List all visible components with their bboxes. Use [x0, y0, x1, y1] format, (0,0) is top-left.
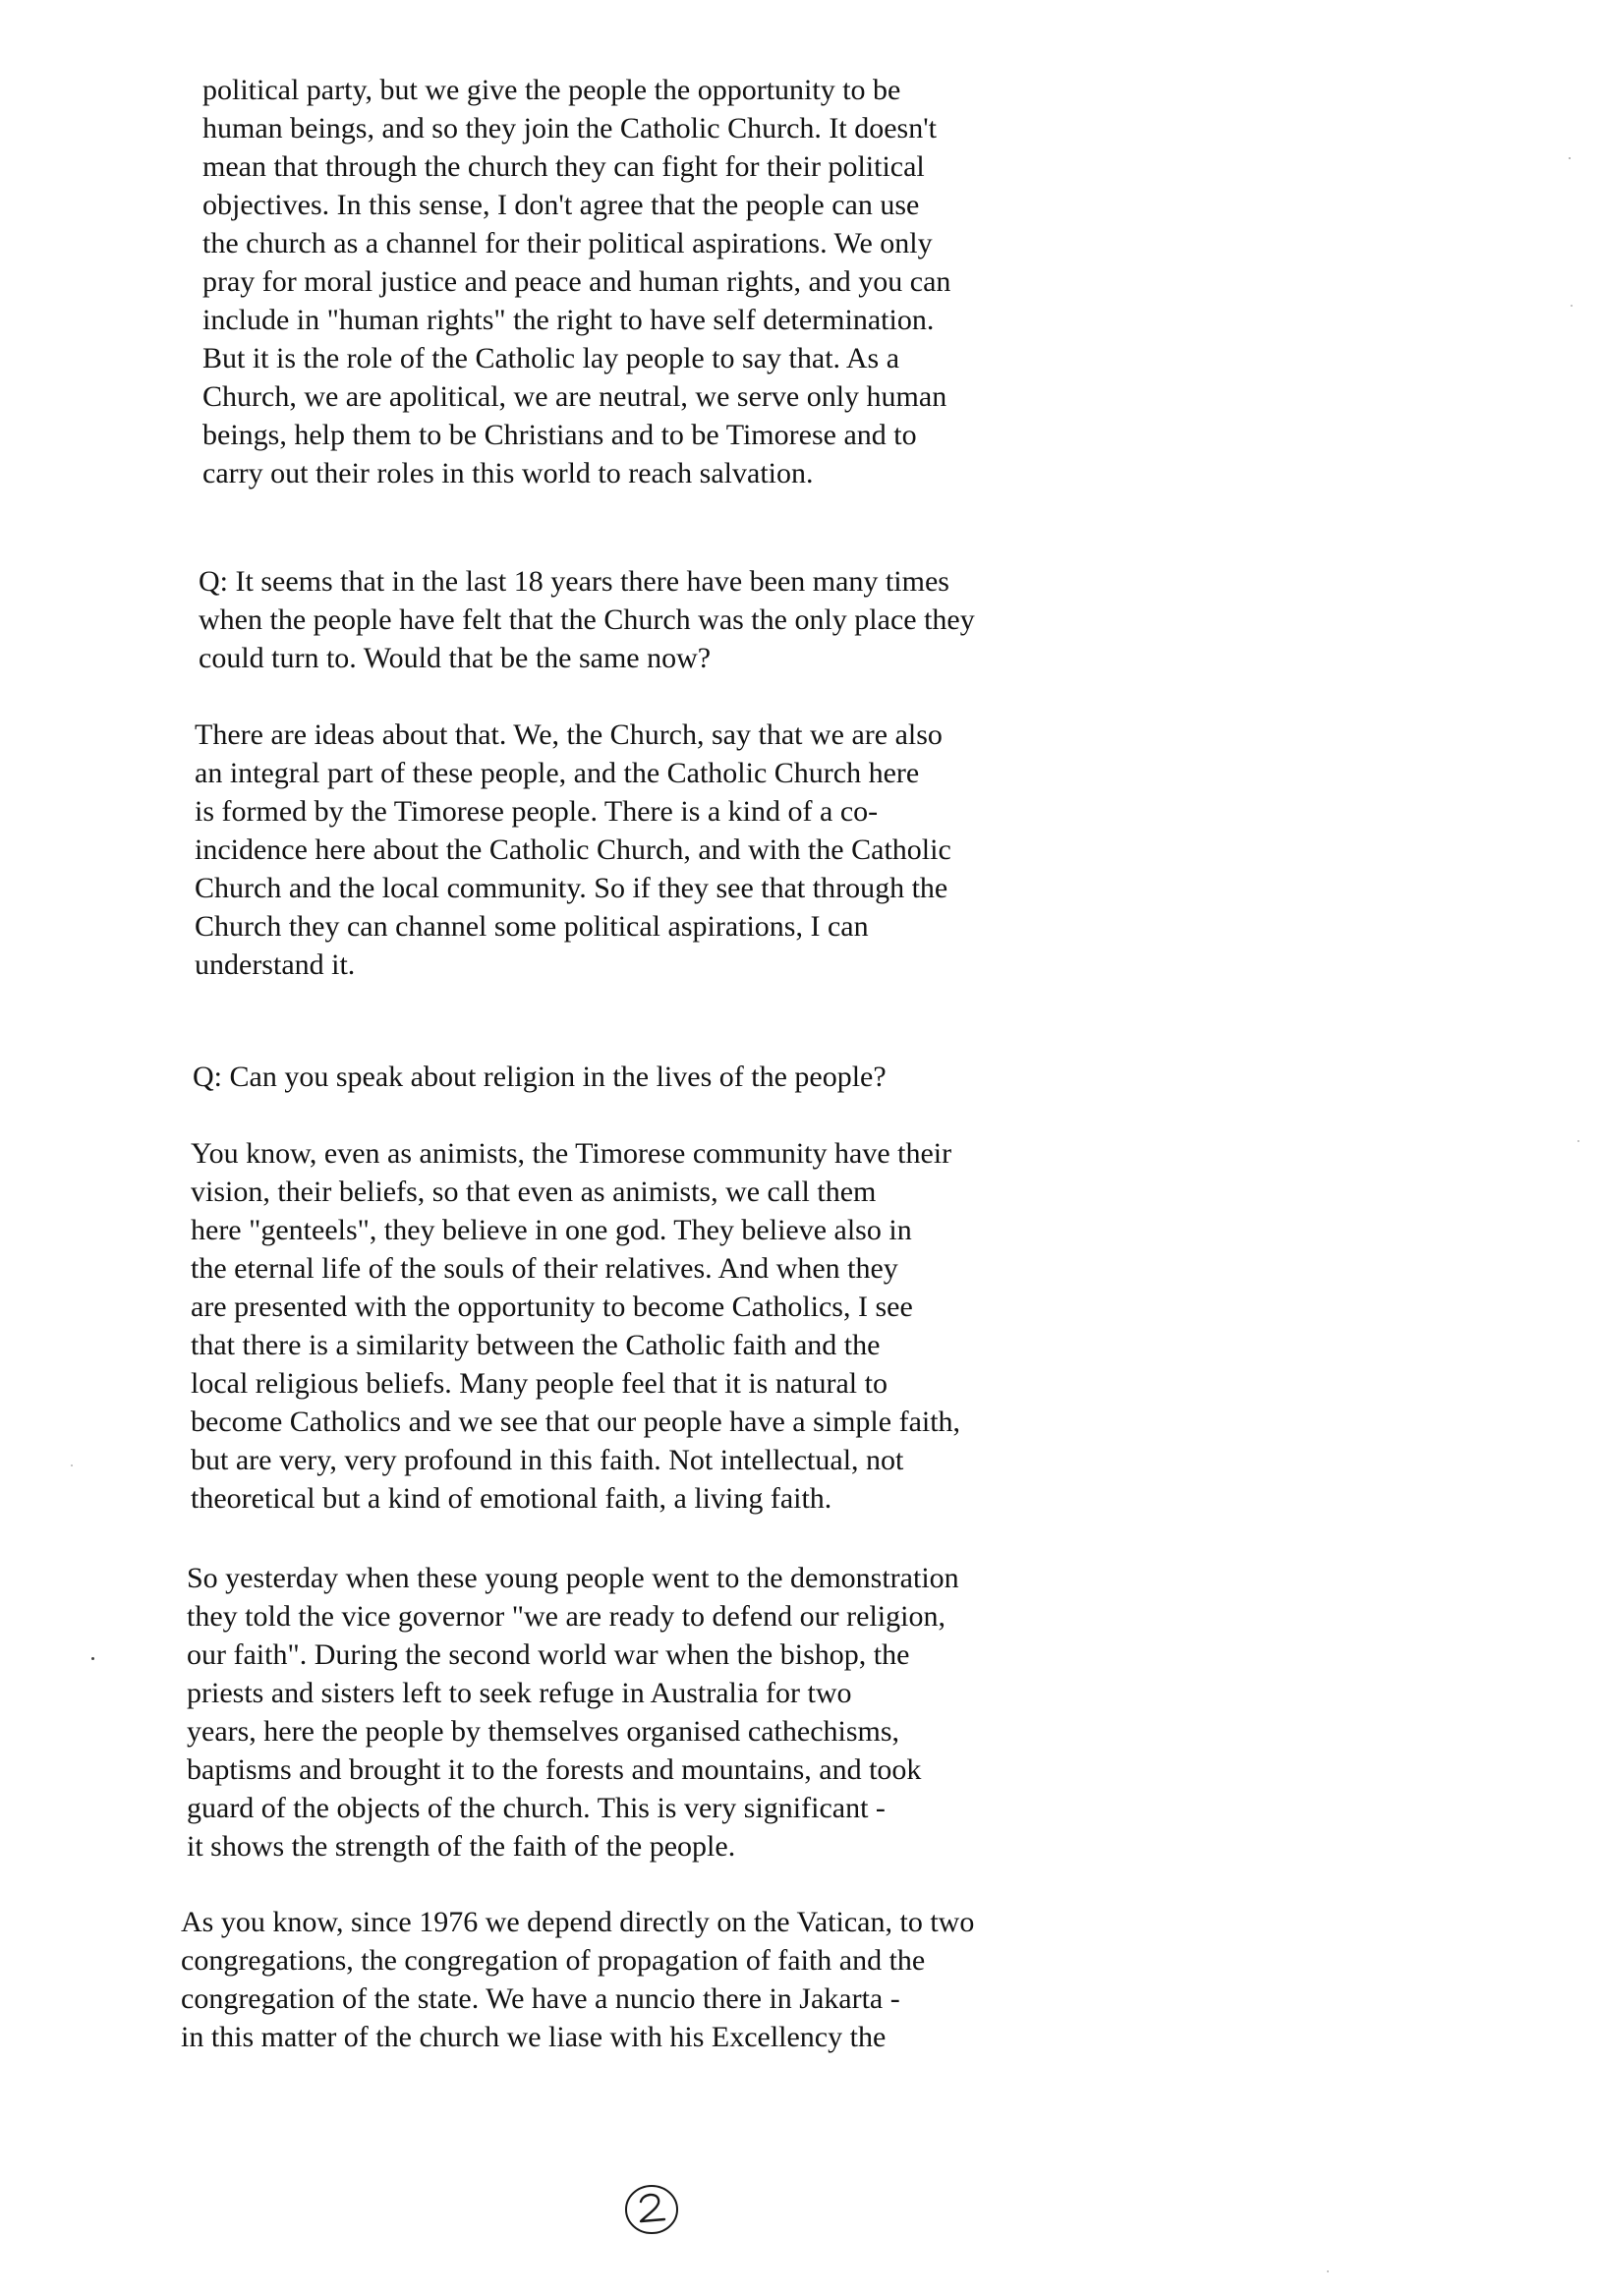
scan-speck — [91, 1657, 94, 1660]
question-church-only-place: Q: It seems that in the last 18 years there have been many times when the people have felt that the Church was the only place they could turn to. Would that be the same now? — [199, 565, 975, 674]
scan-speck — [1569, 157, 1571, 159]
paragraph-church-apolitical: political party, but we give the people the opportunity to be human beings, and so they join the Catholic Church. It doesn't mean that through the church they can fight for their political objectives. In this sense, I don't agree that the people can use the church as a channel for their political aspirations. We only pray for moral justice and peace and human rights, and you can include in "human rights" the right to have self determination. But it is the role of the Catholic lay people to say that. As a Church, we are apolitical, we are neutral, we serve only human beings, help them to be Christians and to be Timorese and to carry out their roles in this world to reach salvation. — [202, 74, 951, 489]
scan-speck — [1571, 305, 1573, 307]
question-religion-lives: Q: Can you speak about religion in the lives of the people? — [193, 1061, 887, 1093]
paragraph-animists-faith: You know, even as animists, the Timorese community have their vision, their beliefs, so that even as animists, we call them here "genteels", they believe in one god. They believe also in the eternal life of the souls of their relatives. And when they are presented with the opportunity to become Catholics, I see that there is a similarity between the Catholic faith and the local religious beliefs. Many people feel that it is natural to become Catholics and we see that our people have a simple faith, but are very, very profound in this faith. Not intellectual, not theoretical but a kind of emotional faith, a living faith. — [191, 1137, 961, 1515]
scan-speck — [1577, 1140, 1579, 1142]
paragraph-vatican-congregations: As you know, since 1976 we depend directly on the Vatican, to two congregations, the congregation of propagation of faith and the congregation of the state. We have a nuncio there in Jakarta - in this matter of the church we liase with his Excellency the — [181, 1906, 975, 2053]
page-number — [621, 2180, 682, 2239]
scan-speck — [1327, 2270, 1329, 2272]
paragraph-integral-part: There are ideas about that. We, the Church, say that we are also an integral part of these people, and the Catholic Church here is formed by the Timorese people. There is a kind of a co- incidence here about the Catholic Church, and with the Catholic Church and the local community. So if they see that through the Church they can channel some political aspirations, I can understand it. — [195, 718, 951, 981]
paragraph-demonstration-war: So yesterday when these young people went to the demonstration they told the vice governor "we are ready to defend our religion, our faith". During the second world war when the bishop, the priests and sisters left to seek refuge in Australia for two years, here the people by themselves organised cathechisms, baptisms and brought it to the forests and mountains, and took guard of the objects of the church. This is very significant - it shows the strength of the faith of the people. — [187, 1562, 959, 1863]
scan-speck — [71, 1464, 73, 1466]
